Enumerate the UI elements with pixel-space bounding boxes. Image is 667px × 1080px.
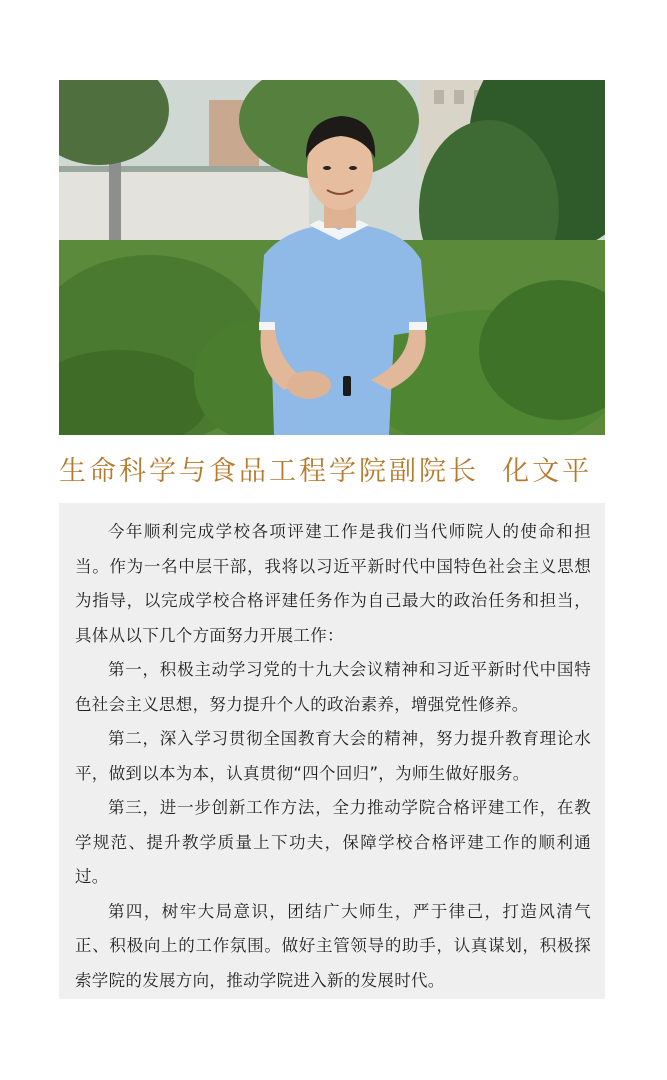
paragraph-point-4: 第四，树牢大局意识，团结广大师生，严于律己，打造风清气正、积极向上的工作氛围。做好主管领导的助手，认真谋划，积极探索学院的发展方向，推动学院进入新的发展时代。: [75, 901, 591, 990]
page-title: [59, 452, 619, 492]
paragraph-point-2: 第二，深入学习贯彻全国教育大会的精神，努力提升教育理论水平，做到以本为本，认真贯彻“四个回归”，为师生做好服务。: [75, 729, 591, 783]
title-name: 化文平: [502, 456, 593, 487]
paragraph-intro: 今年顺利完成学校各项评建工作是我们当代师院人的使命和担当。作为一名中层干部，我将以习近平新时代中国特色社会主义思想为指导，以完成学校合格评建任务作为自己最大的政治任务和担当，具体从以下几个方面努力开展工作：: [75, 522, 591, 645]
title-gap: [479, 456, 502, 487]
statement-panel: [59, 503, 605, 999]
profile-photo: [59, 80, 605, 435]
paragraph-point-1: 第一，积极主动学习党的十九大会议精神和习近平新时代中国特色社会主义思想，努力提升个人的政治素养，增强党性修养。: [75, 660, 591, 714]
paragraph-point-3: 第三，进一步创新工作方法，全力推动学院合格评建工作，在教学规范、提升教学质量上下功夫，保障学校合格评建工作的顺利通过。: [75, 798, 591, 886]
title-role: 生命科学与食品工程学院副院长: [59, 456, 479, 487]
